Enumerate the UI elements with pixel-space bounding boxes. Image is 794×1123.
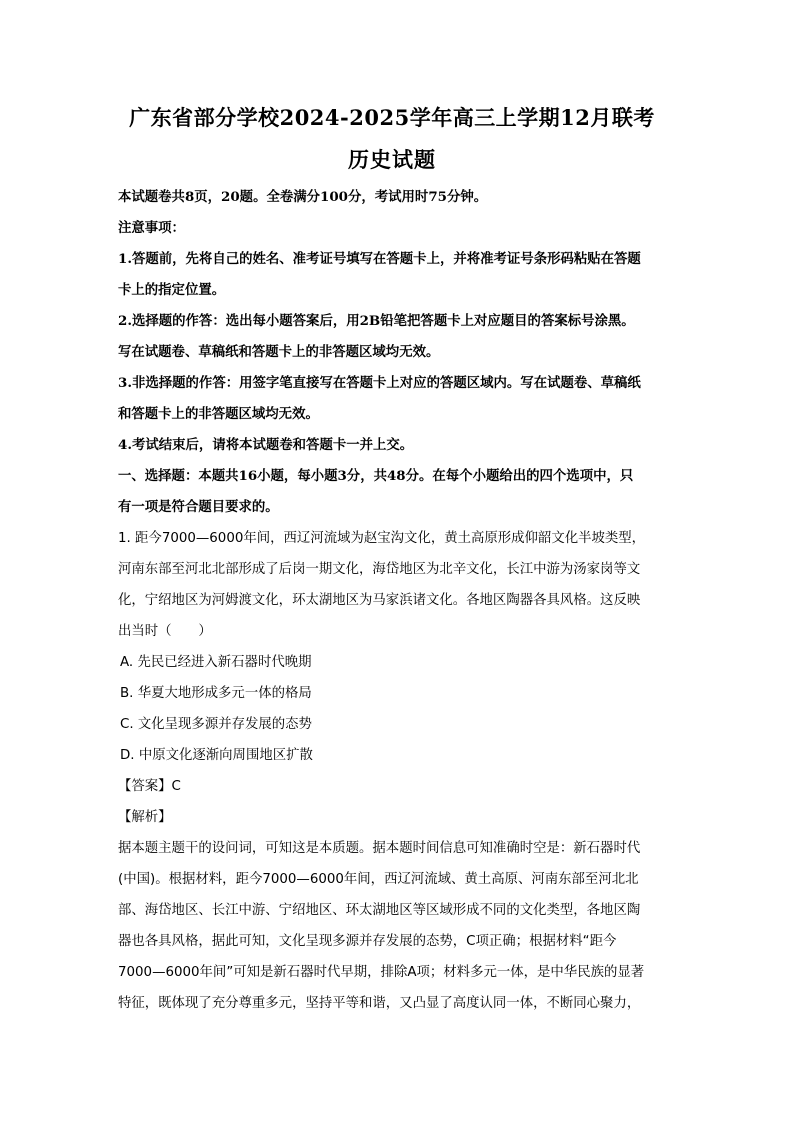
answer-label: 【答案】C	[118, 779, 181, 794]
notice-line: 写在试题卷、草稿纸和答题卡上的非答题区域均无效。	[118, 344, 440, 360]
analysis-line: 部、海岱地区、长江中游、宁绍地区、环太湖地区等区域形成不同的文化类型，各地区陶	[118, 903, 641, 918]
notice-line: 3.非选择题的作答：用签字笔直接写在答题卡上对应的答题区域内。写在试题卷、草稿纸	[118, 375, 641, 391]
option-c: C. 文化呈现多源并存发展的态势	[120, 717, 312, 732]
question-1	[118, 523, 666, 1019]
answer-options	[118, 647, 666, 771]
notice-line: 2.选择题的作答：选出每小题答案后，用2B铅笔把答题卡上对应题目的答案标号涂黑。	[118, 313, 635, 329]
question-stem-line: 化，宁绍地区为河姆渡文化，环太湖地区为马家浜诸文化。各地区陶器各具风格。这反映	[118, 593, 641, 608]
notice-line: 卡上的指定位置。	[118, 282, 226, 298]
analysis-heading: 【解析】	[118, 810, 172, 825]
analysis-line: (中国)。根据材料，距今7000—6000年间，西辽河流域、黄土高原、河南东部至河北北	[118, 872, 639, 887]
analysis-line: 据本题主题干的设问词，可知这是本质题。据本题时间信息可知准确时空是：新石器时代	[118, 841, 641, 856]
notice-line: 1.答题前，先将自己的姓名、准考证号填写在答题卡上，并将准考证号条形码粘贴在答题	[118, 251, 641, 267]
option-a: A. 先民已经进入新石器时代晚期	[120, 655, 312, 670]
page-title: 广东省部分学校2024-2025学年高三上学期12月联考	[129, 105, 655, 130]
question-stem-line: 1. 距今7000—6000年间，西辽河流域为赵宝沟文化，黄土高原形成仰韶文化半坡类型，	[118, 531, 646, 546]
section-line: 有一项是符合题目要求的。	[118, 499, 279, 515]
notice-line: 和答题卡上的非答题区域均无效。	[118, 406, 319, 422]
notice-block	[118, 213, 666, 461]
analysis-line: 器也各具风格，据此可知，文化呈现多源并存发展的态势，C项正确；根据材料“距今	[118, 934, 617, 949]
page-subtitle: 历史试题	[348, 147, 436, 172]
option-d: D. 中原文化逐渐向周围地区扩散	[120, 748, 313, 763]
section-line: 一、选择题：本题共16小题，每小题3分，共48分。在每个小题给出的四个选项中，只	[118, 468, 634, 484]
exam-intro: 本试题卷共8页，20题。全卷满分100分，考试用时75分钟。	[118, 189, 488, 205]
option-b: B. 华夏大地形成多元一体的格局	[120, 686, 312, 701]
notice-line: 4.考试结束后，请将本试题卷和答题卡一并上交。	[118, 437, 414, 453]
question-stem-line: 河南东部至河北北部形成了后岗一期文化，海岱地区为北辛文化，长江中游为汤家岗等文	[118, 562, 641, 577]
analysis-line: 特征，既体现了充分尊重多元，坚持平等和谐，又凸显了高度认同一体，不断同心聚力，	[118, 996, 641, 1011]
analysis-line: 7000—6000年间”可知是新石器时代早期，排除A项；材料多元一体，是中华民族的显著	[118, 965, 645, 980]
notice-heading: 注意事项：	[118, 220, 185, 236]
section-heading	[118, 461, 666, 523]
question-stem-line: 出当时（ ）	[118, 624, 212, 639]
